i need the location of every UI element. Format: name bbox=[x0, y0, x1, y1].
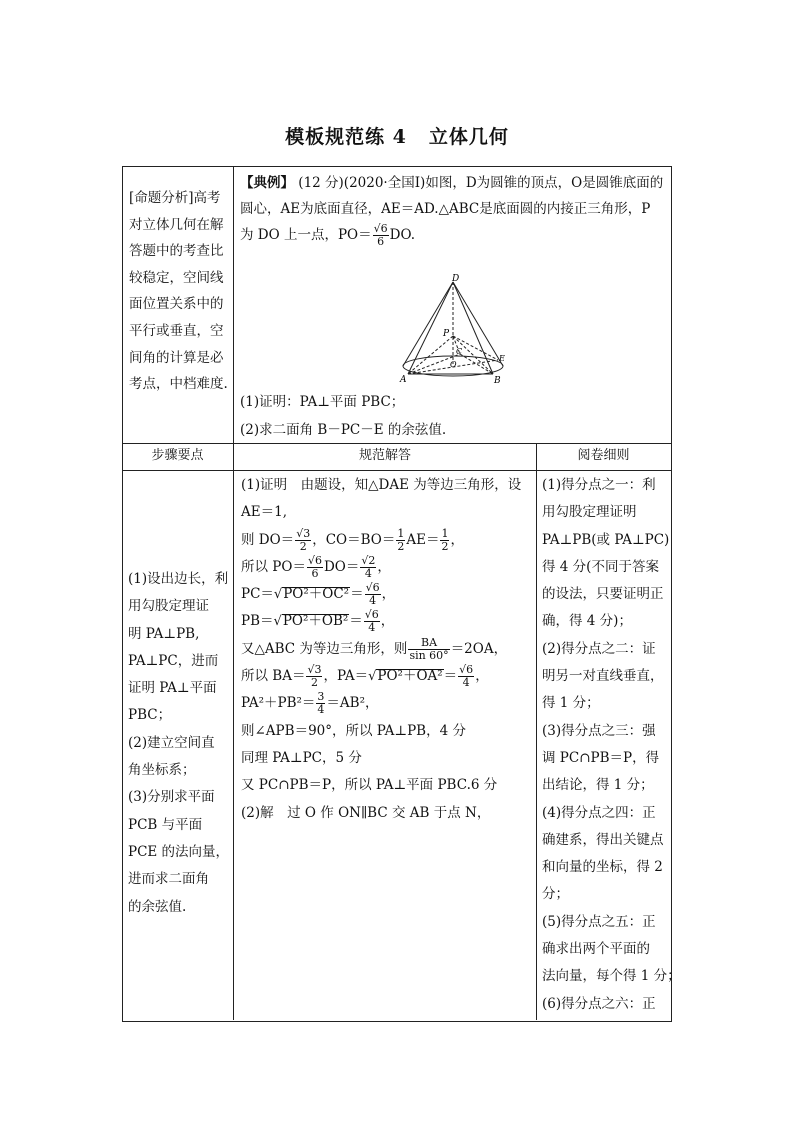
grading-line: 分； bbox=[542, 886, 569, 903]
grading-line: (2)得分点之二：证 bbox=[542, 640, 656, 657]
step-line: (1)设出边长，利 bbox=[128, 571, 229, 587]
step-line: PCE 的法向量， bbox=[128, 843, 230, 860]
grading-line: 确，得 4 分)； bbox=[542, 613, 632, 630]
edge-DA bbox=[408, 282, 453, 374]
fraction-po: $\frac{√6}{6}$ bbox=[373, 222, 388, 248]
grading-line: 用勾股定理证明 bbox=[542, 504, 637, 521]
question-2: (2)求二面角 B－PC－E 的余弦值. bbox=[240, 422, 447, 438]
label-P: P bbox=[443, 329, 450, 339]
example-line1: D为圆锥的顶点，O是圆锥底面的 bbox=[465, 175, 664, 191]
question-1: (1)证明：PA⊥平面 PBC； bbox=[240, 394, 405, 410]
example-source: (12 分)(2020·全国Ⅰ)如图， bbox=[298, 175, 466, 191]
grading-line: 出结论，得 1 分； bbox=[542, 777, 654, 794]
solution-line-13: (2)解 过 O 作 ON∥BC 交 AB 于点 N， bbox=[241, 804, 491, 821]
grading-line: 的设法，只要证明正 bbox=[542, 586, 664, 603]
step-line: 用勾股定理证 bbox=[128, 598, 209, 615]
solution-line-12: 又 PC∩PB＝P，所以 PA⊥平面 PBC.6 分 bbox=[241, 777, 498, 794]
step-line: (3)分别求平面 bbox=[128, 789, 215, 806]
solution-line-8: 所以 BA＝ $\frac{√3}{2}$ ，PA＝√PO²＋OA²＝ $\frac{√6}{4}$ ， bbox=[241, 663, 489, 690]
solution-line-10: 则∠APB＝90°，所以 PA⊥PB，4 分 bbox=[241, 722, 466, 739]
solution-cell bbox=[241, 472, 533, 827]
step-line: 明 PA⊥PB, bbox=[128, 625, 200, 642]
label-E: E bbox=[499, 354, 505, 363]
header-bottom-line bbox=[122, 470, 671, 471]
solution-line-6: PB＝√PO²＋OB²＝ $\frac{√6}{4}$ ， bbox=[241, 608, 395, 635]
step-line: 角坐标系； bbox=[128, 762, 196, 779]
solution-line-7: 又△ABC 为等边三角形，则 $\frac{BA}{\sin 60^\circ}$ ＝2OA， bbox=[241, 635, 508, 662]
questions bbox=[240, 388, 660, 444]
step-line: 证明 PA⊥平面 bbox=[128, 680, 217, 697]
label-O: O bbox=[450, 360, 457, 369]
page-title bbox=[0, 122, 794, 149]
header-solution: 规范解答 bbox=[358, 448, 411, 463]
grading-line: 得 1 分； bbox=[542, 695, 600, 712]
col-line-2 bbox=[536, 443, 537, 1020]
step-line: 进而求二面角 bbox=[128, 871, 209, 888]
analysis-cell bbox=[129, 185, 229, 398]
solution-line-11: 同理 PA⊥PC，5 分 bbox=[241, 749, 362, 766]
header-steps: 步骤要点 bbox=[151, 448, 204, 463]
example-tag: 【典例】 bbox=[240, 175, 294, 191]
solution-line-4: 所以 PO＝ $\frac{√6}{6}$ DO＝ $\frac{√2}{4}$ ， bbox=[241, 553, 391, 580]
example-line3-pre: 为 DO 上一点，PO＝ bbox=[240, 227, 372, 243]
grading-cell bbox=[542, 472, 681, 1018]
cone-edge-left bbox=[403, 282, 453, 366]
edge-DB bbox=[453, 282, 493, 374]
solution-line-2: AE＝1, bbox=[241, 504, 287, 521]
grading-line: 确求出两个平面的 bbox=[542, 941, 650, 958]
grading-line: 和向量的坐标，得 2 bbox=[542, 859, 663, 876]
grading-line: (1)得分点之一：利 bbox=[542, 477, 656, 493]
cone-figure bbox=[398, 274, 508, 386]
example-cell bbox=[240, 170, 668, 248]
label-A: A bbox=[400, 375, 407, 385]
header-grading: 阅卷细则 bbox=[577, 448, 630, 463]
analysis-label: [命题分析] bbox=[129, 190, 194, 206]
title-sub: 立体几何 bbox=[428, 126, 509, 148]
grading-line: 确建系，得出关键点 bbox=[542, 831, 664, 848]
grading-line: 法向量，每个得 1 分； bbox=[542, 968, 681, 985]
grading-line: (4)得分点之四：正 bbox=[542, 804, 656, 821]
grading-line: PA⊥PB(或 PA⊥PC) bbox=[542, 531, 670, 548]
grading-line: 明另一对直线垂直， bbox=[542, 668, 664, 685]
steps-cell bbox=[128, 566, 230, 921]
solution-line-5: PC＝√PO²＋OC²＝ $\frac{√6}{4}$ ， bbox=[241, 581, 396, 608]
grading-line: (6)得分点之六：正 bbox=[542, 995, 656, 1012]
label-D: D bbox=[452, 274, 460, 284]
example-line2: 圆心，AE为底面直径，AE＝AD.△ABC是底面圆的内接正三角形，P bbox=[240, 201, 651, 217]
step-line: PA⊥PC，进而 bbox=[128, 652, 219, 669]
grading-line: (3)得分点之三：强 bbox=[542, 722, 656, 739]
title-main: 模板规范练 4 bbox=[285, 126, 407, 148]
grading-line: (5)得分点之五：正 bbox=[542, 913, 656, 930]
grading-line: 调 PC∩PB＝P，得 bbox=[542, 749, 660, 766]
step-line: PCB 与平面 bbox=[128, 816, 203, 833]
solution-line-3: 则 DO＝ $\frac{√3}{2}$ ，CO＝BO＝ $\frac{1}{2}$ AE＝ $\frac{1}{2}$ ， bbox=[241, 526, 464, 553]
grading-line: 得 4 分(不同于答案 bbox=[542, 558, 659, 575]
col-line-1 bbox=[233, 166, 234, 1020]
label-C: C bbox=[456, 347, 463, 356]
solution-line-1: (1)证明 由题设，知△DAE 为等边三角形，设 bbox=[241, 477, 522, 493]
edge-PA bbox=[408, 336, 453, 374]
analysis-text: 高考对立体几何在解答题中的考查比较稳定，空间线面位置关系中的平行或垂直，空间角的计算是必考点，中档难度. bbox=[129, 190, 228, 393]
label-B: B bbox=[494, 376, 501, 386]
solution-line-9: PA²＋PB²＝ $\frac{3}{4}$ ＝AB²， bbox=[241, 690, 379, 717]
step-line: PBC； bbox=[128, 707, 172, 724]
example-line3-post: DO. bbox=[389, 227, 416, 243]
step-line: 的余弦值. bbox=[128, 898, 187, 915]
step-line: (2)建立空间直 bbox=[128, 734, 215, 751]
